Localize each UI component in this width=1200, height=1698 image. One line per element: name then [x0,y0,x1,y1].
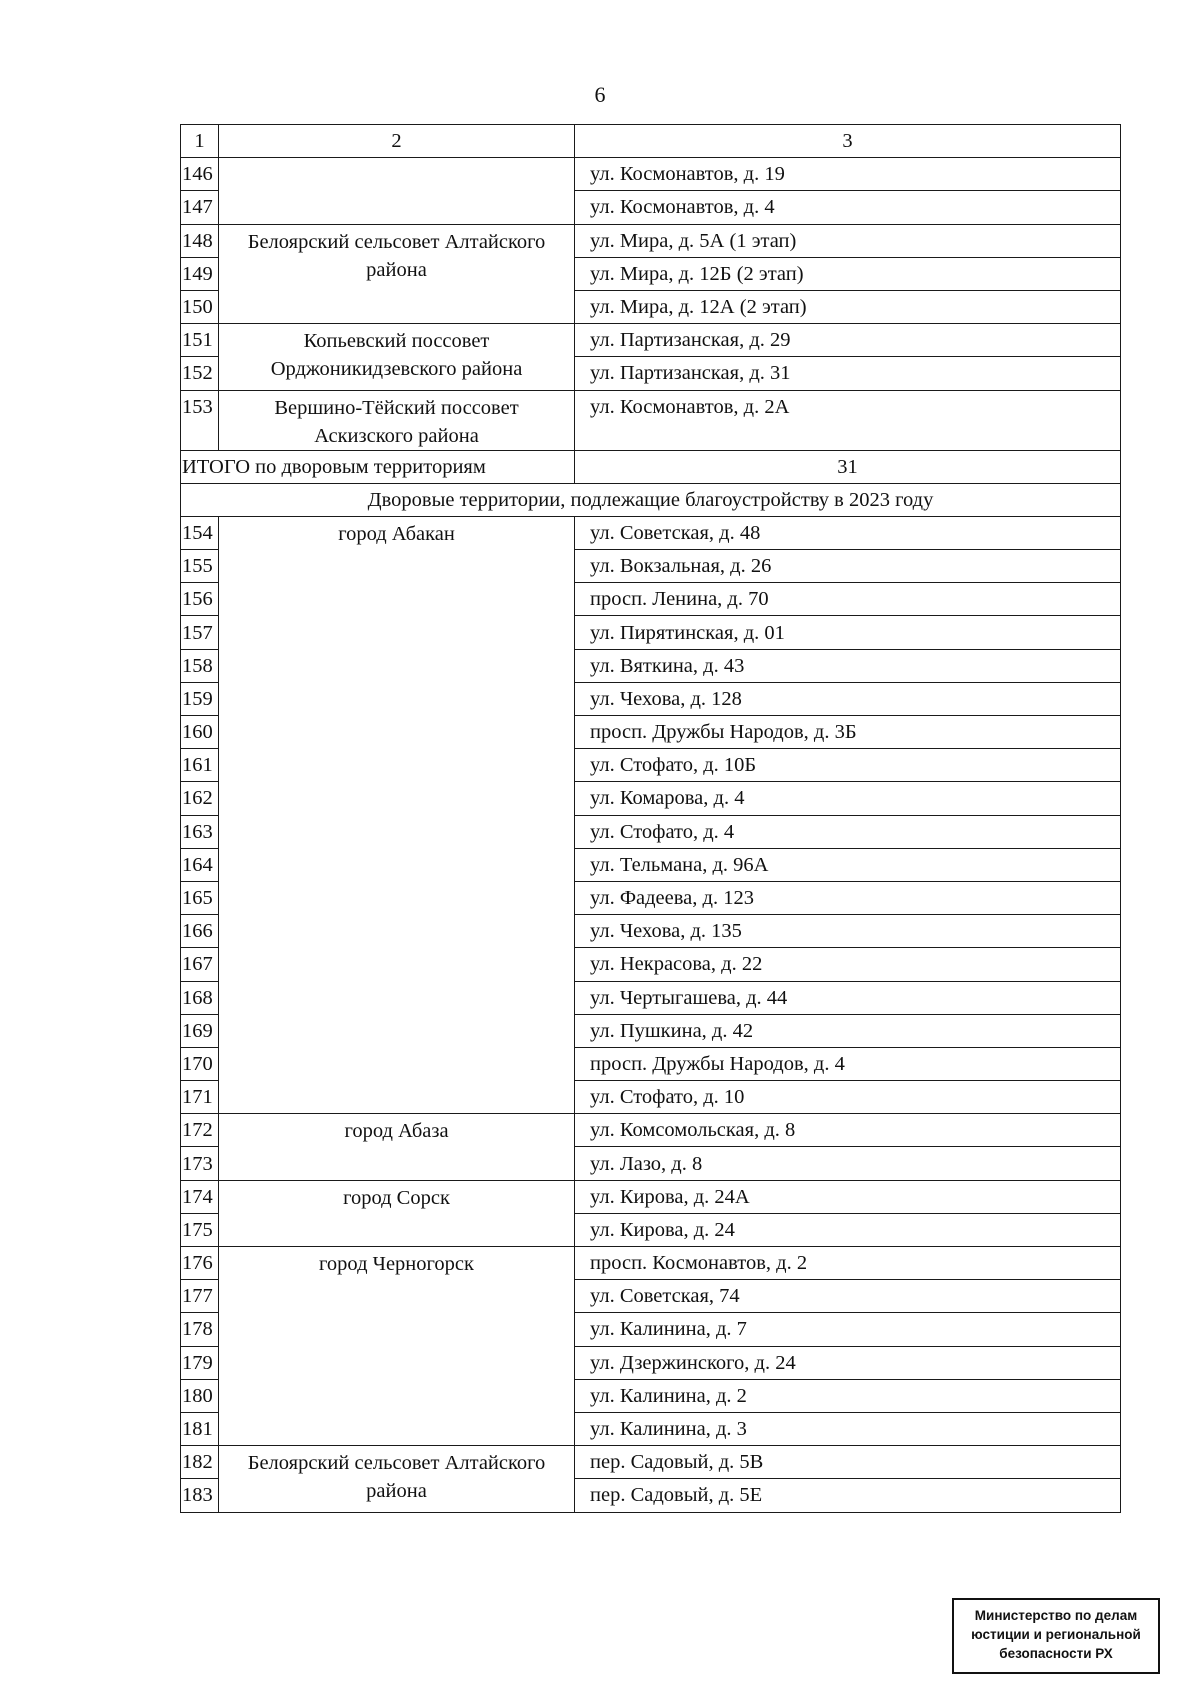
row-number: 176 [181,1247,219,1280]
address-cell: пер. Садовый, д. 5Е [575,1479,1121,1512]
row-number: 163 [181,815,219,848]
address-cell: ул. Тельмана, д. 96А [575,848,1121,881]
row-number: 151 [181,324,219,357]
total-value: 31 [575,450,1121,483]
page-number: 6 [594,82,606,107]
address-cell: ул. Некрасова, д. 22 [575,948,1121,981]
address-cell: просп. Космонавтов, д. 2 [575,1247,1121,1280]
table-row [181,390,1121,450]
address-cell: ул. Вяткина, д. 43 [575,649,1121,682]
section-title: Дворовые территории, подлежащие благоустройству в 2023 году [181,483,1121,516]
row-number: 161 [181,749,219,782]
row-number: 160 [181,716,219,749]
address-cell: ул. Партизанская, д. 31 [575,357,1121,390]
address-cell: ул. Пушкина, д. 42 [575,1014,1121,1047]
total-row [181,450,1121,483]
row-number: 149 [181,257,219,290]
municipality-cell: Белоярский сельсовет Алтайского района [219,224,575,324]
address-cell: ул. Мира, д. 5А (1 этап) [575,224,1121,257]
address-cell: ул. Стофато, д. 10 [575,1081,1121,1114]
row-number: 162 [181,782,219,815]
row-number: 178 [181,1313,219,1346]
municipality-cell: Копьевский поссовет Орджоникидзевского района [219,324,575,390]
table-row [181,224,1121,257]
address-cell: ул. Космонавтов, д. 19 [575,158,1121,191]
address-cell: ул. Пирятинская, д. 01 [575,616,1121,649]
address-cell: ул. Чехова, д. 128 [575,682,1121,715]
row-number: 157 [181,616,219,649]
row-number: 165 [181,881,219,914]
row-number: 177 [181,1280,219,1313]
row-number: 166 [181,915,219,948]
row-number: 156 [181,583,219,616]
address-cell: ул. Калинина, д. 2 [575,1379,1121,1412]
table-row [181,158,1121,191]
address-cell: ул. Чертыгашева, д. 44 [575,981,1121,1014]
territories-table [180,124,1121,1513]
row-number: 148 [181,224,219,257]
row-number: 147 [181,191,219,224]
address-cell: ул. Комсомольская, д. 8 [575,1114,1121,1147]
row-number: 172 [181,1114,219,1147]
address-cell: ул. Вокзальная, д. 26 [575,550,1121,583]
table-header-row [181,125,1121,158]
row-number: 169 [181,1014,219,1047]
address-cell: просп. Ленина, д. 70 [575,583,1121,616]
address-cell: ул. Партизанская, д. 29 [575,324,1121,357]
row-number: 167 [181,948,219,981]
municipality-cell: город Черногорск [219,1247,575,1446]
address-cell: просп. Дружбы Народов, д. 3Б [575,716,1121,749]
header-col-2: 2 [219,125,575,158]
table-row [181,1446,1121,1479]
row-number: 179 [181,1346,219,1379]
address-cell: ул. Кирова, д. 24А [575,1180,1121,1213]
municipality-cell: Вершино-Тёйский поссовет Аскизского района [219,390,575,450]
address-cell: ул. Дзержинского, д. 24 [575,1346,1121,1379]
address-cell: ул. Калинина, д. 3 [575,1412,1121,1445]
total-label: ИТОГО по дворовым территориям [181,450,575,483]
address-cell: ул. Кирова, д. 24 [575,1213,1121,1246]
address-cell: ул. Советская, д. 48 [575,516,1121,549]
stamp-line: Министерство по делам [974,1608,1138,1623]
row-number: 181 [181,1412,219,1445]
row-number: 155 [181,550,219,583]
address-cell: ул. Советская, 74 [575,1280,1121,1313]
address-cell: ул. Калинина, д. 7 [575,1313,1121,1346]
section-title-row [181,483,1121,516]
ministry-stamp [952,1598,1160,1674]
row-number: 158 [181,649,219,682]
row-number: 150 [181,290,219,323]
address-cell: ул. Чехова, д. 135 [575,915,1121,948]
stamp-line: безопасности РХ [999,1646,1113,1661]
table-row [181,516,1121,549]
row-number: 183 [181,1479,219,1512]
row-number: 170 [181,1047,219,1080]
municipality-cell: город Абаза [219,1114,575,1180]
row-number: 182 [181,1446,219,1479]
header-col-3: 3 [575,125,1121,158]
row-number: 159 [181,682,219,715]
row-number: 168 [181,981,219,1014]
municipality-cell: Белоярский сельсовет Алтайского района [219,1446,575,1512]
address-cell: пер. Садовый, д. 5В [575,1446,1121,1479]
address-cell: ул. Стофато, д. 4 [575,815,1121,848]
row-number: 154 [181,516,219,549]
row-number: 153 [181,390,219,450]
table-row [181,1180,1121,1213]
row-number: 174 [181,1180,219,1213]
row-number: 173 [181,1147,219,1180]
municipality-cell-empty [219,158,575,224]
row-number: 146 [181,158,219,191]
table-row [181,324,1121,357]
header-col-1: 1 [181,125,219,158]
address-cell: просп. Дружбы Народов, д. 4 [575,1047,1121,1080]
table-row [181,1114,1121,1147]
table-row [181,1247,1121,1280]
address-cell: ул. Мира, д. 12А (2 этап) [575,290,1121,323]
stamp-line: юстиции и региональной [971,1627,1141,1642]
address-cell: ул. Стофато, д. 10Б [575,749,1121,782]
municipality-cell: город Абакан [219,516,575,1113]
row-number: 175 [181,1213,219,1246]
municipality-cell: город Сорск [219,1180,575,1246]
row-number: 164 [181,848,219,881]
address-cell: ул. Мира, д. 12Б (2 этап) [575,257,1121,290]
row-number: 171 [181,1081,219,1114]
address-cell: ул. Лазо, д. 8 [575,1147,1121,1180]
address-cell: ул. Космонавтов, д. 2А [575,390,1121,450]
row-number: 152 [181,357,219,390]
address-cell: ул. Комарова, д. 4 [575,782,1121,815]
address-cell: ул. Космонавтов, д. 4 [575,191,1121,224]
row-number: 180 [181,1379,219,1412]
address-cell: ул. Фадеева, д. 123 [575,881,1121,914]
